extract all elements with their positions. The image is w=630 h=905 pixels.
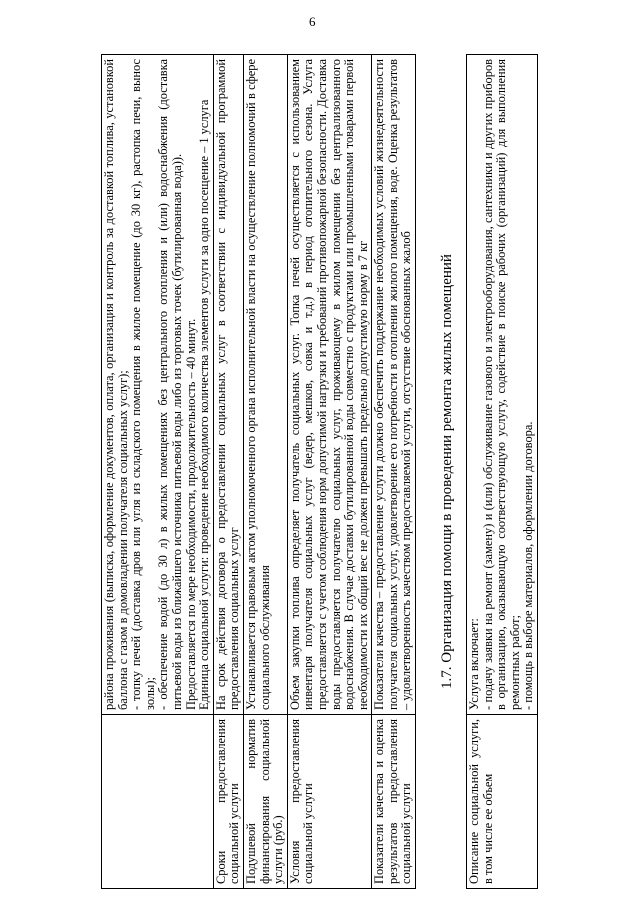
table-row [102, 55, 214, 889]
cell-text-line: Единица социальной услуги: проведение необходимого количества элементов услуги за одно посещение – 1 услуга [197, 99, 212, 710]
cell-text-line: - подачу заявки на ремонт (замену) и (или) обслуживание газового и электрооборудования, сантехники и других приборов в организацию, оказывающую соответствующую услугу, содействие в поиске рабочих (организаций) для выполнения ремонтных работ; [480, 59, 522, 710]
table-row [372, 55, 416, 889]
cell-text-line: района проживания (выписка, оформление документов, оплата, организация и контроль за доставкой топлива, установкой баллона с газом в домовладении получателя социальных услуг); [102, 59, 130, 710]
row-content-cell [213, 55, 243, 715]
row-label-cell [102, 715, 214, 889]
cell-text-line: Объем закупки топлива определяет получатель социальных услуг. Топка печей осуществляется с использованием инвентаря получателя социальных услуг (ведер, мешков, совка и т.д.) в период отопительного сезона. Услуга предоставляется с учетом соблюдения норм допустимой нагрузки и требований противопожарной безопасности. Доставка воды предоставляется получателю социальных услуг, проживающему в жилом помещении без централизованного водоснабжения. В случае доставки бутилированной воды совместно с продуктами или промышленными товарами первой необходимости их общий вес не должен превышать предельно допустимую норму в 7 кг [287, 59, 370, 710]
row-label-cell: Сроки предоставления социальной услуги [213, 715, 243, 889]
row-label-cell: Условия предоставления социальной услуги [287, 715, 372, 889]
cell-text-line: Показатели качества – предоставление услуги должно обеспечить поддержание необходимых условий жизнедеятельности получателя социальных услуг, удовлетворение его потребности в отоплении жилого помещения, воде. Оценка результатов – удовлетворенность качеством предоставляемой услуги, отсутствие обоснованных жалоб [372, 59, 414, 710]
cell-text-line: - обеспечение водой (до 30 л) в жилых помещениях без центрального отопления и (или) водоснабжения (доставка питьевой воды из ближайшего источника питьевой воды либо из торговых точек (бутилированная вода)). [156, 59, 184, 710]
cell-text-line: - топку печей (доставка дров или угля из складского помещения в жилое помещение (до 30 кг), растопка печи, вынос золы); [129, 59, 157, 710]
services-table [101, 54, 416, 889]
row-label-cell: Описание социальной услуги, в том числе ее объем [467, 715, 538, 889]
row-label-cell: Подушевой норматив финансирования социальной услуги (руб.) [243, 715, 287, 889]
cell-text-line: На срок действия договора о предоставлении социальных услуг в соответствии с индивидуальной программой предоставления социальных услуг [213, 59, 242, 710]
cell-text-line: Устанавливается правовым актом уполномоченного органа исполнительной власти на осуществление полномочий в сфере социального обслуживания [243, 59, 272, 710]
row-content-cell [102, 55, 214, 715]
rotated-page-content [101, 54, 630, 889]
table-row [467, 55, 538, 889]
section-heading: 1.7. Организация помощи в проведении ремонта жилых помещений [439, 254, 456, 689]
table-row [213, 55, 243, 889]
cell-text-line: - помощь в выборе материалов, оформлении договора. [521, 421, 536, 710]
repair-services-table [466, 54, 538, 889]
table-row [243, 55, 287, 889]
row-content-cell [467, 55, 538, 715]
row-content-cell [287, 55, 372, 715]
cell-text-line: Услуга включает: [467, 618, 482, 710]
row-label-cell: Показатели качества и оценка результатов предоставления социальной услуги [372, 715, 416, 889]
row-content-cell [243, 55, 287, 715]
row-content-cell [372, 55, 416, 715]
table-row [287, 55, 372, 889]
page-number: 6 [309, 14, 316, 29]
cell-text-line: Предоставляется по мере необходимости, продолжительность – 40 минут. [183, 318, 198, 710]
